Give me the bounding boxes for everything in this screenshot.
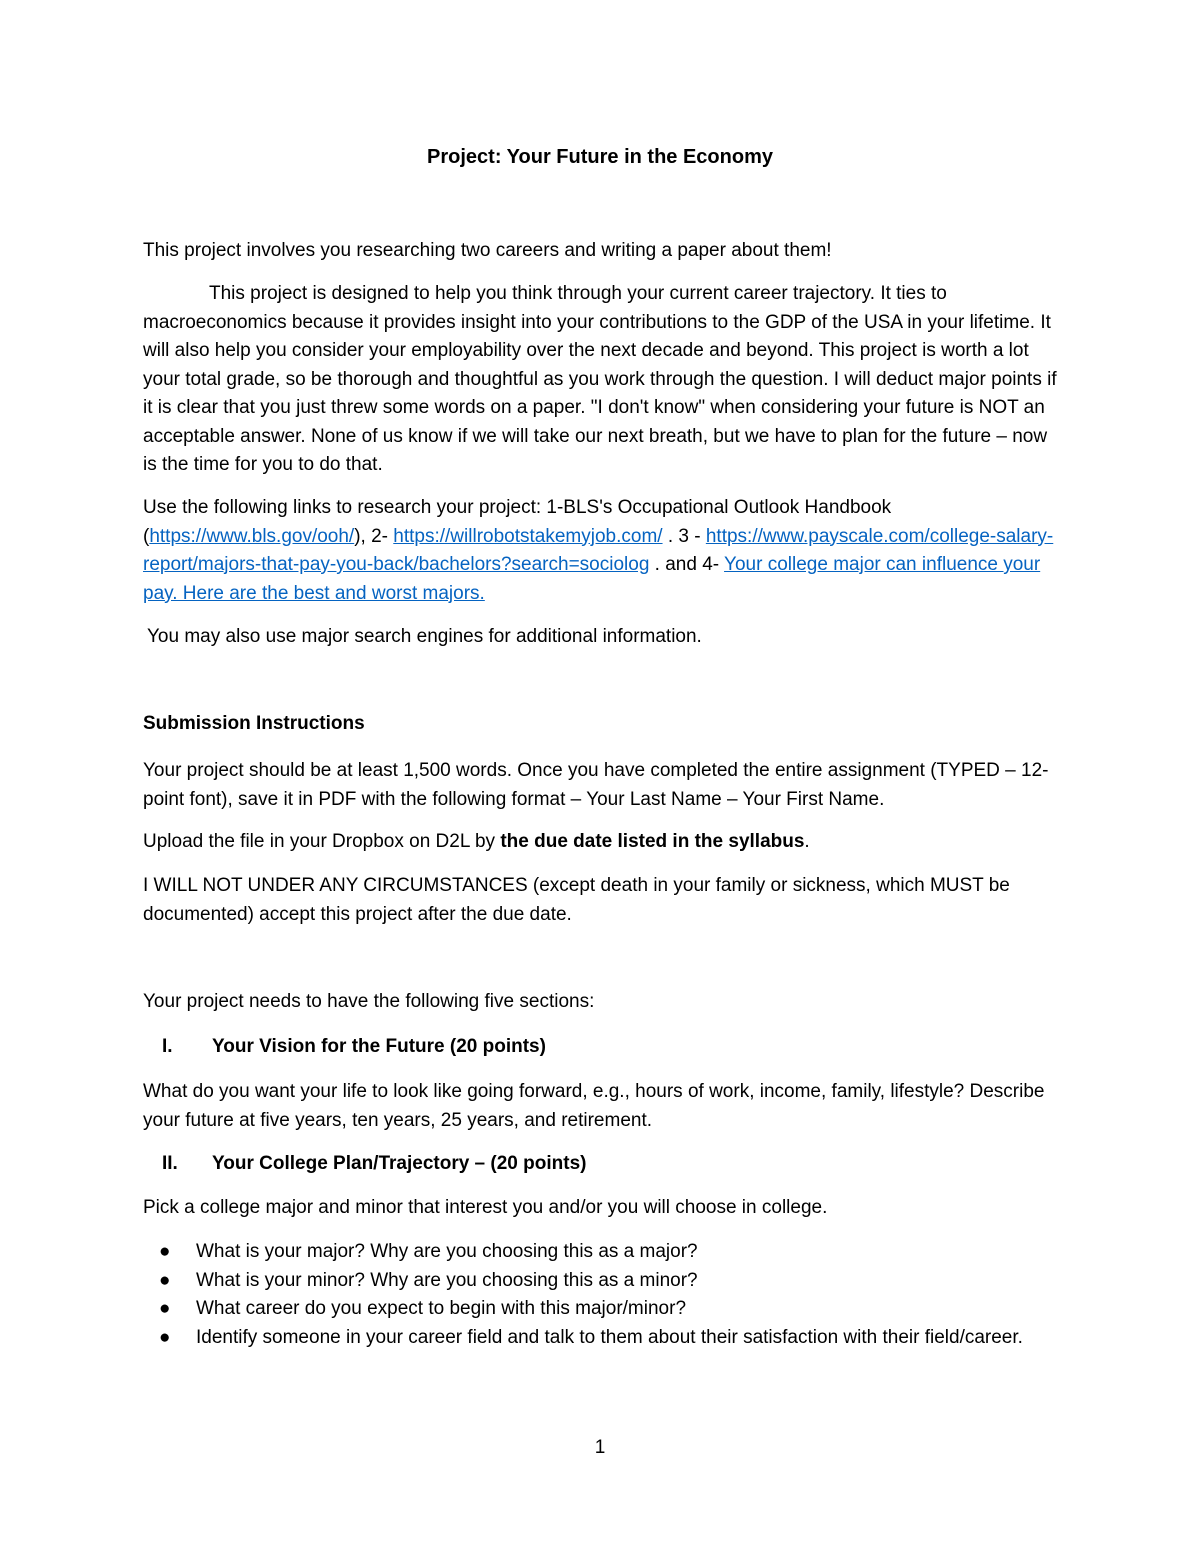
links-separator: . and 4-: [649, 554, 725, 575]
links-separator: . 3 -: [662, 525, 706, 547]
page-number: 1: [594, 1437, 606, 1458]
upload-lead-text: Upload the file in your Dropbox on D2L by: [143, 831, 501, 852]
bullet-icon: ●: [159, 1241, 171, 1262]
bullet-icon: ●: [159, 1298, 171, 1319]
section-2-title: Your College Plan/Trajectory – (20 points): [212, 1153, 587, 1174]
list-item: [143, 1238, 1043, 1267]
section-2-heading: [143, 1150, 586, 1178]
links-lead-text: Use the following links to research your project: 1-BLS's Occupational Outlook Handbook (: [143, 497, 892, 547]
bullet-text: What is your major? Why are you choosing this as a major?: [196, 1241, 698, 1262]
list-item: [143, 1267, 1043, 1296]
section-1-title: Your Vision for the Future (20 points): [212, 1036, 546, 1057]
section-2-number: II.: [162, 1153, 178, 1174]
submission-length-paragraph: Your project should be at least 1,500 words. Once you have completed the entire assignment (TYPED – 12-point font), save it in PDF with the following format – Your Last Name – Your First Name.: [143, 760, 1049, 810]
intro-paragraph: This project involves you researching two careers and writing a paper about them!: [143, 240, 832, 261]
section-1-heading: [143, 1033, 546, 1061]
bullet-text: Identify someone in your career field and talk to them about their satisfaction with their field/career.: [196, 1326, 1023, 1348]
payscale-link[interactable]: https://www.payscale.com/college-salary-report/majors-that-pay-you-back/bachelors?search=sociolog: [143, 525, 1054, 575]
document-title: Project: Your Future in the Economy: [427, 146, 773, 168]
upload-end-text: .: [804, 831, 810, 852]
willrobots-link[interactable]: https://willrobotstakemyjob.com/: [393, 525, 663, 547]
bullet-text: What is your minor? Why are you choosing this as a minor?: [196, 1269, 698, 1291]
section-2-bullet-list: [143, 1238, 1043, 1352]
list-item: [143, 1295, 1043, 1324]
description-paragraph: This project is designed to help you think through your current career trajectory. It ties to macroeconomics because it provides insight into your contributions to the GDP of the USA in your lifetime. It will also help you consider your employability over the next decade and beyond. This project is worth a lot your total grade, so be thorough and thoughtful as you work through the question. I will deduct major points if it is clear that you just threw some words on a paper. "I don't know" when considering your future is NOT an acceptable answer. None of us know if we will take our next breath, but we have to plan for the future – now is the time for you to do that.: [143, 283, 1057, 475]
submission-heading: Submission Instructions: [143, 713, 365, 734]
late-policy-paragraph: I WILL NOT UNDER ANY CIRCUMSTANCES (except death in your family or sickness, which MUST be documented) accept this project after the due date.: [143, 875, 1010, 925]
college-major-article-link[interactable]: Your college major can influence your pay. Here are the best and worst majors.: [143, 554, 1041, 604]
links-paragraph: [143, 494, 1063, 608]
search-engines-note: You may also use major search engines for additional information.: [147, 626, 702, 647]
section-2-body: Pick a college major and minor that interest you and/or you will choose in college.: [143, 1197, 828, 1218]
section-1-body: What do you want your life to look like going forward, e.g., hours of work, income, family, lifestyle? Describe your future at five years, ten years, 25 years, and retirement.: [143, 1081, 1045, 1131]
due-date-text: the due date listed in the syllabus: [500, 831, 805, 852]
bls-link[interactable]: https://www.bls.gov/ooh/: [149, 525, 355, 547]
upload-paragraph: [143, 828, 1063, 857]
list-item: [143, 1324, 1043, 1353]
bullet-icon: ●: [159, 1269, 171, 1291]
bullet-text: What career do you expect to begin with this major/minor?: [196, 1298, 687, 1319]
section-1-number: I.: [162, 1036, 173, 1057]
links-separator: ), 2-: [354, 525, 394, 547]
sections-intro: Your project needs to have the following five sections:: [143, 991, 595, 1012]
bullet-icon: ●: [159, 1326, 171, 1348]
